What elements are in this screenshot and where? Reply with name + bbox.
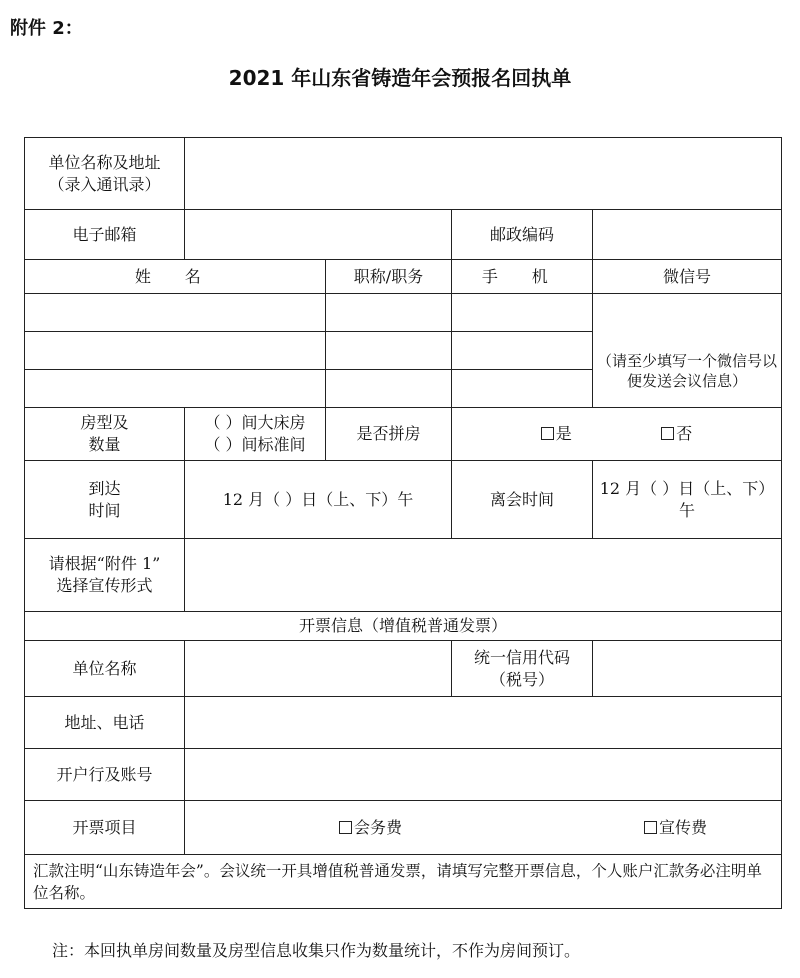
room-options[interactable] <box>185 408 326 461</box>
footer-note: 注：本回执单房间数量及房型信息收集只作为数量统计，不作为房间预订。 <box>52 941 581 960</box>
invoice-item-choices <box>185 801 782 855</box>
postal-code-label: 邮政编码 <box>452 210 593 260</box>
attendee-name-field[interactable] <box>25 294 326 332</box>
arrival-time-field[interactable]: 12 月（ ）日（上、下）午 <box>185 461 452 539</box>
address-phone-label: 地址、电话 <box>25 697 185 749</box>
attachment-label: 附件 2： <box>10 18 83 39</box>
share-room-choices <box>452 408 782 461</box>
postal-code-field[interactable] <box>593 210 782 260</box>
promotion-form-field[interactable] <box>185 539 782 612</box>
attendee-phone-field[interactable] <box>452 294 593 332</box>
arrival-time-label: 到达 时间 <box>25 461 185 539</box>
form-title: 2021 年山东省铸造年会预报名回执单 <box>228 66 572 90</box>
share-room-label: 是否拼房 <box>326 408 452 461</box>
attendee-title-field[interactable] <box>326 294 452 332</box>
checkbox-icon[interactable] <box>644 821 657 834</box>
registration-form-table <box>24 137 782 909</box>
share-yes-option[interactable]: 是 <box>541 423 572 445</box>
address-phone-field[interactable] <box>185 697 782 749</box>
departure-time-label: 离会时间 <box>452 461 593 539</box>
email-label: 电子邮箱 <box>25 210 185 260</box>
checkbox-icon[interactable] <box>661 427 674 440</box>
attendee-title-field[interactable] <box>326 370 452 408</box>
meeting-fee-option[interactable]: 会务费 <box>339 817 402 839</box>
attendee-name-field[interactable] <box>25 370 326 408</box>
credit-code-label: 统一信用代码 （税号） <box>452 641 593 697</box>
wechat-header: 微信号 <box>593 260 782 294</box>
invoice-unit-name-field[interactable] <box>185 641 452 697</box>
attendee-title-field[interactable] <box>326 332 452 370</box>
name-header: 姓 名 <box>25 260 326 294</box>
invoice-info-header: 开票信息（增值税普通发票） <box>25 612 782 641</box>
standard-room-option[interactable]: （ ）间标准间 <box>204 435 306 454</box>
phone-header: 手 机 <box>452 260 593 294</box>
remittance-note: 汇款注明“山东铸造年会”。会议统一开具增值税普通发票，请填写完整开票信息，个人账户汇款务必注明单位名称。 <box>25 855 782 909</box>
email-field[interactable] <box>185 210 452 260</box>
title-position-header: 职称/职务 <box>326 260 452 294</box>
unit-name-address-label: 单位名称及地址 （录入通讯录） <box>25 138 185 210</box>
credit-code-field[interactable] <box>593 641 782 697</box>
room-type-label: 房型及 数量 <box>25 408 185 461</box>
wechat-note-cell[interactable] <box>593 294 782 408</box>
invoice-unit-name-label: 单位名称 <box>25 641 185 697</box>
invoice-item-label: 开票项目 <box>25 801 185 855</box>
checkbox-icon[interactable] <box>541 427 554 440</box>
king-room-option[interactable]: （ ）间大床房 <box>204 413 306 432</box>
promotion-form-label: 请根据“附件 1” 选择宣传形式 <box>25 539 185 612</box>
unit-name-address-field[interactable] <box>185 138 782 210</box>
attendee-phone-field[interactable] <box>452 332 593 370</box>
attendee-name-field[interactable] <box>25 332 326 370</box>
bank-account-field[interactable] <box>185 749 782 801</box>
checkbox-icon[interactable] <box>339 821 352 834</box>
share-no-option[interactable]: 否 <box>661 423 692 445</box>
bank-account-label: 开户行及账号 <box>25 749 185 801</box>
wechat-note: （请至少填写一个微信号以便发送会议信息） <box>597 351 778 390</box>
promo-fee-option[interactable]: 宣传费 <box>644 817 707 839</box>
attendee-phone-field[interactable] <box>452 370 593 408</box>
departure-time-field[interactable]: 12 月（ ）日（上、下）午 <box>593 461 782 539</box>
